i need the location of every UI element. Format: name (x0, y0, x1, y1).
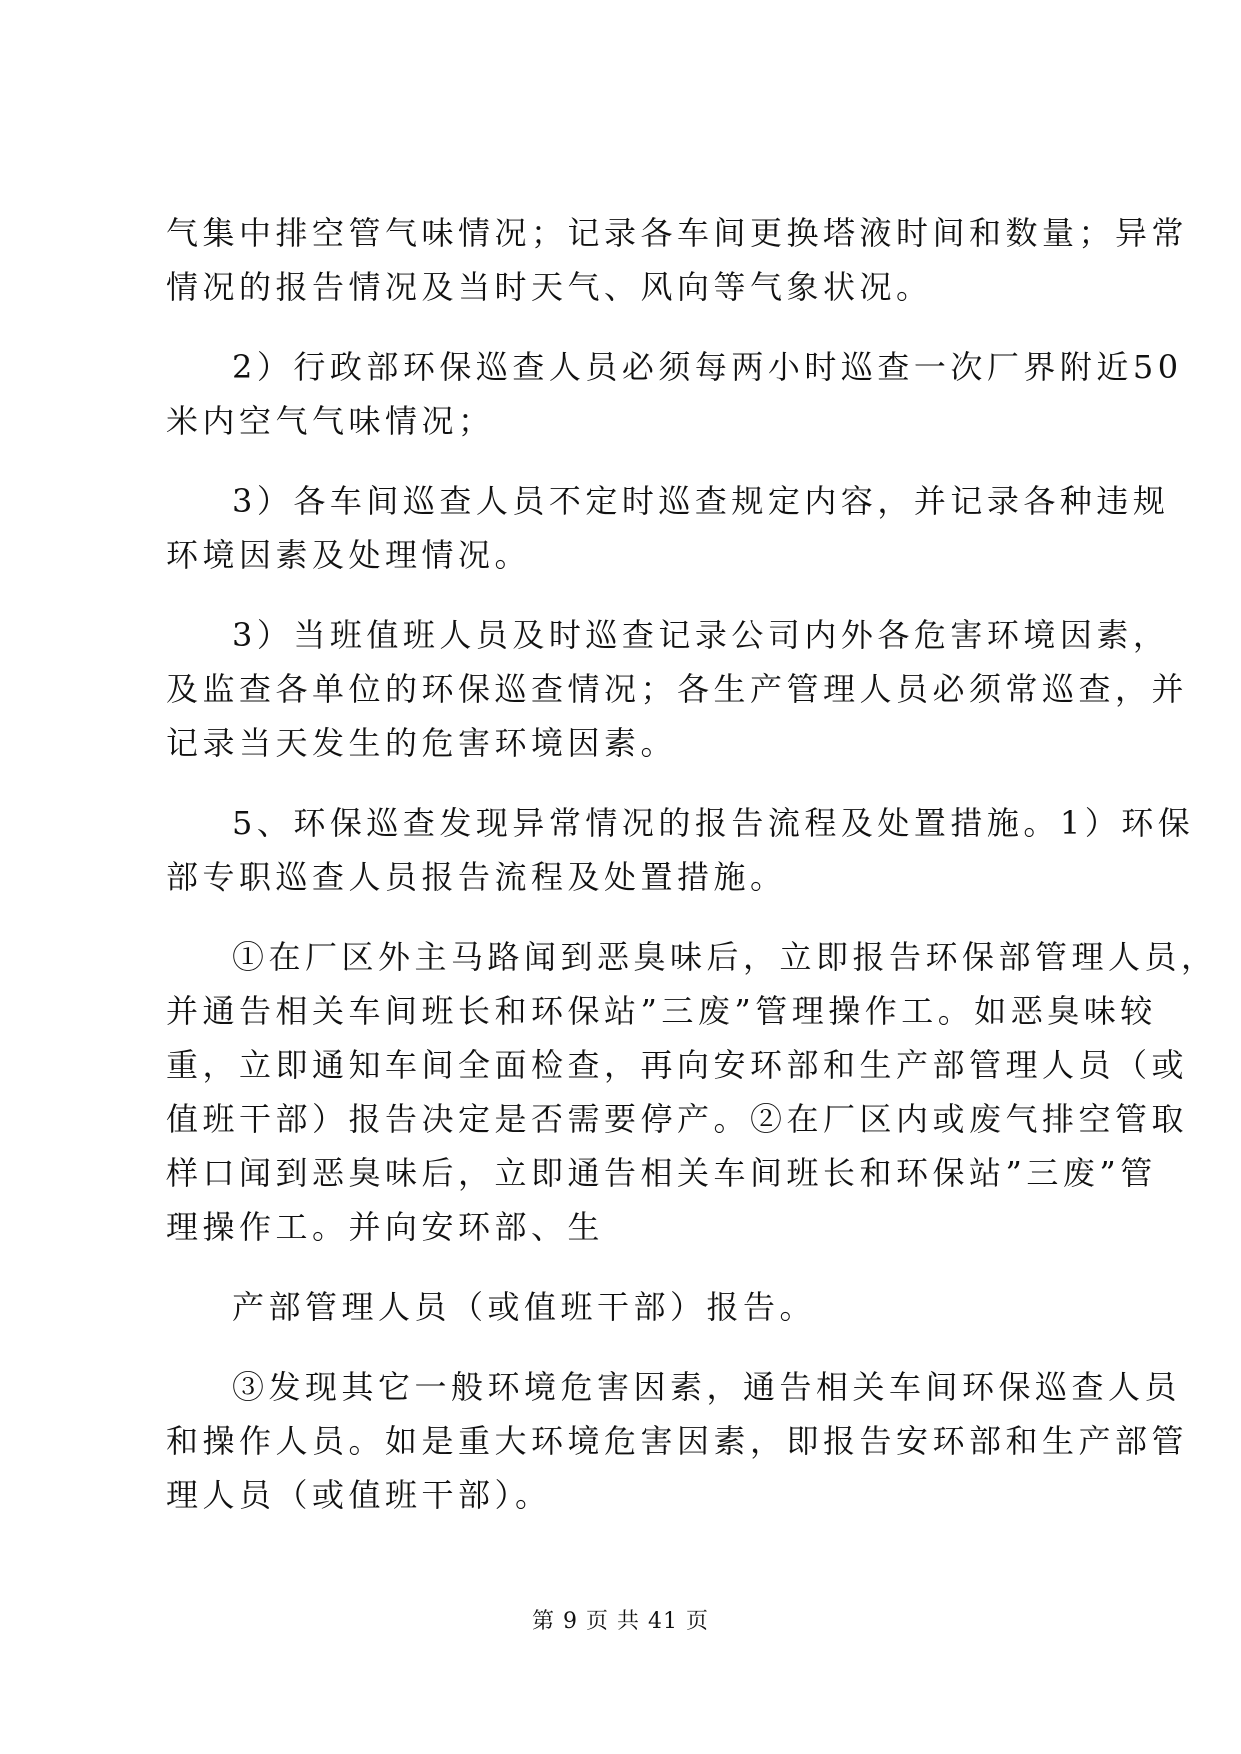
body-text-line: 情况的报告情况及当时天气、风向等气象状况。 (166, 268, 933, 306)
body-text-line: ①在厂区外主马路闻到恶臭味后，立即报告环保部管理人员， (232, 938, 1218, 976)
body-text-line: ③发现其它一般环境危害因素，通告相关车间环保巡查人员 (232, 1368, 1182, 1406)
body-text-line: 气集中排空管气味情况；记录各车间更换塔液时间和数量；异常 (166, 214, 1189, 252)
body-text-line: 产部管理人员（或值班干部）报告。 (232, 1288, 817, 1326)
page-number-footer: 第 9 页 共 41 页 (532, 1609, 709, 1634)
body-text-line: 3）当班值班人员及时巡查记录公司内外各危害环境因素， (232, 616, 1170, 654)
body-text-line: 部专职巡查人员报告流程及处置措施。 (166, 858, 787, 896)
body-text-line: 环境因素及处理情况。 (166, 536, 532, 574)
body-text-line: 米内空气气味情况； (166, 402, 495, 440)
body-text-line: 理操作工。并向安环部、生 (166, 1208, 605, 1246)
body-text-line: 3）各车间巡查人员不定时巡查规定内容，并记录各种违规 (232, 482, 1170, 520)
body-text-line: 记录当天发生的危害环境因素。 (166, 724, 678, 762)
body-text-line: 样口闻到恶臭味后，立即通告相关车间班长和环保站”三废”管 (166, 1154, 1157, 1192)
body-text-line: 并通告相关车间班长和环保站”三废”管理操作工。如恶臭味较 (166, 992, 1157, 1030)
body-text-line: 理人员（或值班干部）。 (166, 1476, 552, 1514)
body-text-line: 和操作人员。如是重大环境危害因素，即报告安环部和生产部管 (166, 1422, 1189, 1460)
body-text-line: 及监查各单位的环保巡查情况；各生产管理人员必须常巡查，并 (166, 670, 1189, 708)
body-text-line: 5、环保巡查发现异常情况的报告流程及处置措施。1）环保 (232, 804, 1195, 842)
body-text-line: 2）行政部环保巡查人员必须每两小时巡查一次厂界附近50 (232, 348, 1183, 386)
body-text-line: 重，立即通知车间全面检查，再向安环部和生产部管理人员（或 (166, 1046, 1189, 1084)
body-text-line: 值班干部）报告决定是否需要停产。②在厂区内或废气排空管取 (166, 1100, 1189, 1138)
